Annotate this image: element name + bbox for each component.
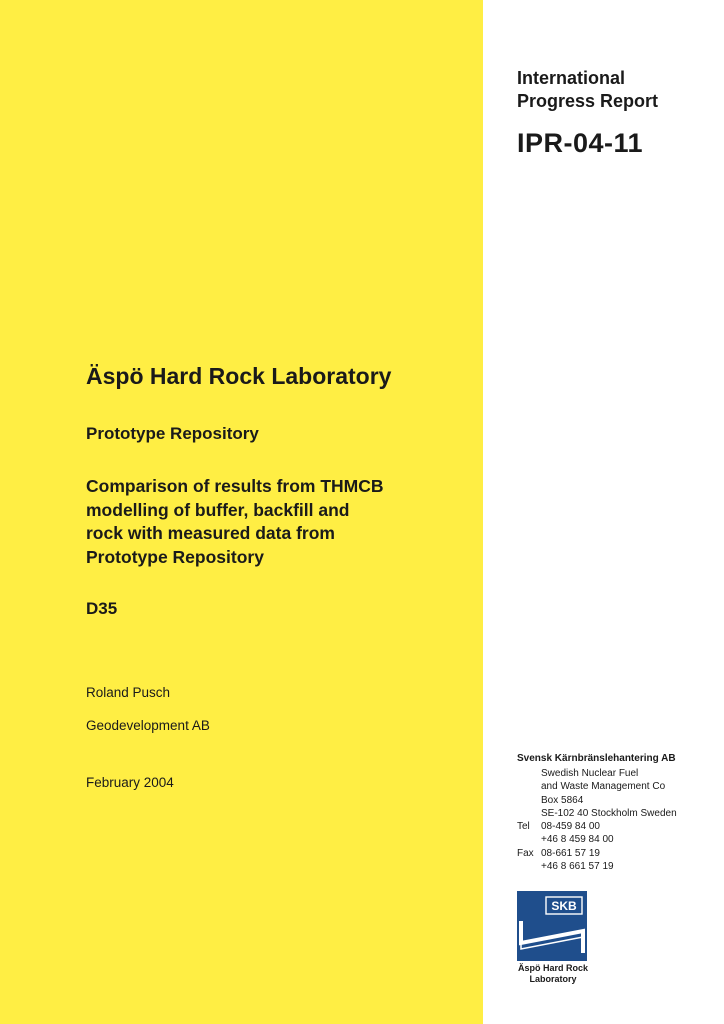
report-title [86, 475, 466, 569]
publisher-fax-intl: +46 8 661 57 19 [541, 861, 614, 873]
publisher-line: SE-102 40 Stockholm Sweden [541, 807, 677, 819]
report-number: IPR-04-11 [517, 128, 644, 158]
deliverable-code: D35 [86, 599, 118, 618]
publisher-line: Swedish Nuclear Fuel [541, 768, 639, 779]
project-title: Prototype Repository [86, 424, 259, 443]
author-name: Roland Pusch [86, 685, 171, 700]
report-title-line: modelling of buffer, backfill and [86, 499, 350, 520]
logo-caption [516, 963, 590, 984]
report-title-line: Prototype Repository [86, 546, 264, 567]
publisher-line: Box 5864 [541, 794, 584, 806]
logo-caption-line-1: Äspö Hard Rock [517, 963, 588, 973]
skb-logo [517, 891, 587, 961]
logo-caption-line-2: Laboratory [529, 973, 577, 984]
report-type-line-2: Progress Report [517, 91, 659, 111]
publisher-name: Svensk Kärnbränslehantering AB [517, 753, 676, 764]
author-company: Geodevelopment AB [86, 718, 210, 733]
publisher-fax: Fax 08-661 57 19 [517, 847, 600, 859]
logo-text: SKB [551, 899, 577, 913]
publication-date: February 2004 [86, 775, 174, 790]
report-type-line-1: International [517, 68, 626, 88]
report-type [517, 67, 658, 113]
lab-title: Äspö Hard Rock Laboratory [86, 363, 392, 389]
publisher-tel: Tel 08-459 84 00 [517, 821, 600, 833]
publisher-address [517, 767, 677, 873]
publisher-tel-intl: +46 8 459 84 00 [541, 834, 614, 846]
report-title-line: rock with measured data from [86, 523, 335, 543]
report-title-line: Comparison of results from THMCB [86, 476, 384, 496]
publisher-line: and Waste Management Co [541, 781, 666, 793]
